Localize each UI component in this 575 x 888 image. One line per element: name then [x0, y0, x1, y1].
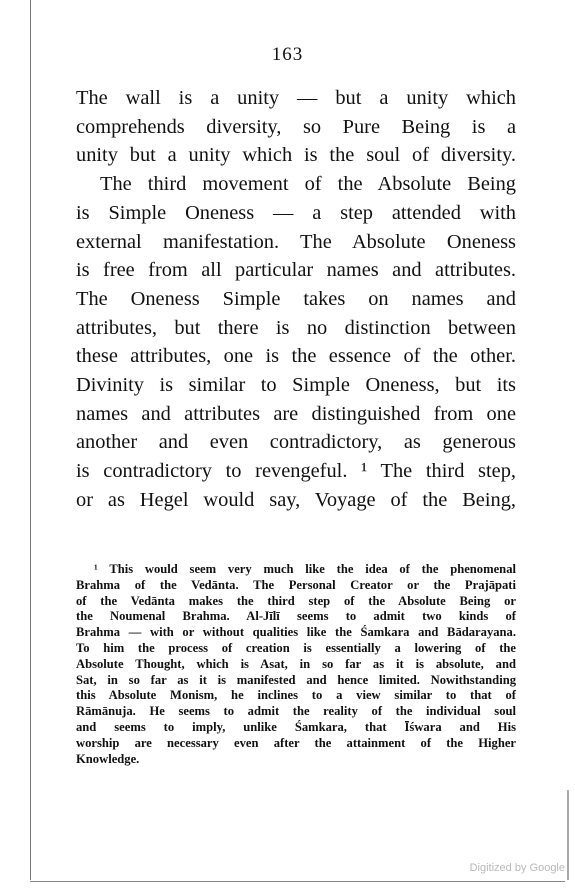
body-line: attributes, but there is no distinction between — [76, 316, 516, 339]
page-number: 163 — [271, 44, 304, 65]
footnote-line: Absolute Thought, which is Asat, in so far as it is absolute, and — [76, 656, 516, 671]
body-line: is free from all particular names and attributes. — [76, 259, 516, 282]
footnote-line: Rāmānuja. He seems to admit the reality of the individual soul — [76, 704, 516, 719]
body-line: names and attributes are distinguished from one — [76, 402, 516, 425]
digitized-watermark: Digitized by Google — [469, 862, 565, 874]
body-line: The Oneness Simple takes on names and — [76, 287, 516, 310]
body-line: The wall is a unity — but a unity which — [76, 87, 516, 109]
page-edge-left — [30, 0, 31, 880]
page-edge-bottom — [30, 881, 565, 882]
footnote-line: Knowledge. — [76, 751, 140, 766]
body-line: or as Hegel would say, Voyage of the Being, — [76, 488, 516, 511]
footnote-line: To him the process of creation is essentially a lowering of the — [76, 640, 516, 655]
footnote-line: this Absolute Monism, he inclines to a view similar to that of — [76, 688, 516, 703]
body-line: is Simple Oneness — a step attended with — [76, 201, 516, 224]
footnote-line: ¹ This would seem very much like the idea of the phenomenal — [94, 562, 516, 576]
footnote-line: Brahma — with or without qualities like the Śamkara and Bādarayana. — [76, 625, 516, 640]
footnote-line: and seems to imply, unlike Śamkara, that Īśwara and His — [76, 719, 516, 734]
body-line: is contradictory to revengeful. ¹ The third step, — [76, 460, 516, 483]
body-line: Divinity is similar to Simple Oneness, but its — [76, 374, 516, 397]
footnote-line: worship are necessary even after the attainment of the Higher — [76, 735, 516, 750]
body-line: external manifestation. The Absolute Oneness — [76, 230, 516, 253]
footnote-line: Sat, in so far as it is manifested and hence limited. Nowithstanding — [76, 672, 516, 687]
body-text — [76, 84, 516, 515]
body-line: unity but a unity which is the soul of diversity. — [76, 144, 516, 167]
body-line: these attributes, one is the essence of the other. — [76, 345, 516, 368]
footnote — [76, 562, 516, 767]
footnote-line: Brahma of the Vedānta. The Personal Creator or the Prajāpati — [76, 577, 516, 592]
page-edge-right — [567, 790, 569, 880]
body-line: another and even contradictory, as generous — [76, 431, 516, 454]
body-line: comprehends diversity, so Pure Being is a — [76, 115, 516, 138]
footnote-line: of the Vedānta makes the third step of the Absolute Being or — [76, 593, 516, 608]
body-line: The third movement of the Absolute Being — [100, 173, 516, 196]
footnote-line: the Noumenal Brahma. Al-Jīlī seems to admit two kinds of — [76, 609, 516, 624]
